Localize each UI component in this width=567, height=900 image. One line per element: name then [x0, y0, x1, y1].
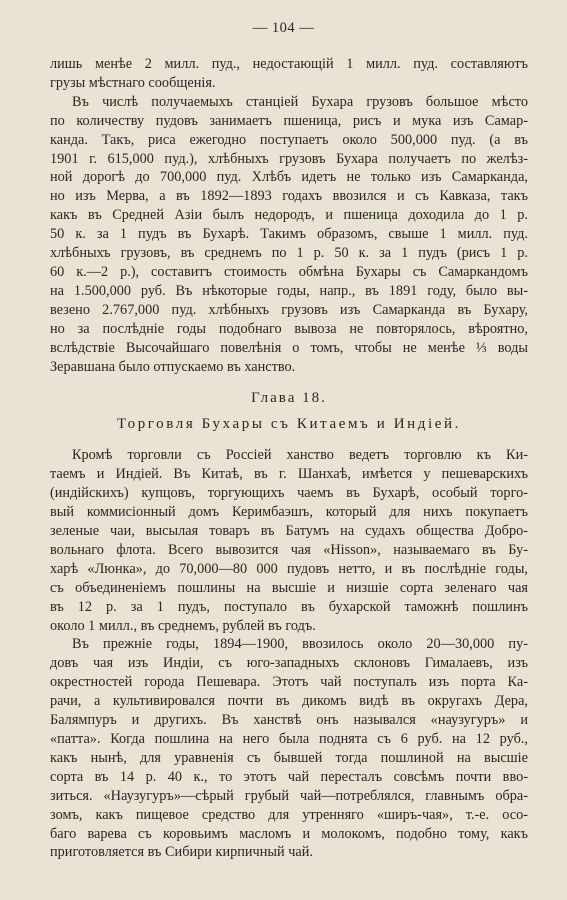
text-line: на 1.500,000 руб. Въ нѣкоторые годы, напр., въ 1891 году, было вы-	[50, 282, 528, 299]
chapter-heading: Глава 18.	[251, 390, 327, 407]
text-line: какъ въ Средней Азіи былъ недородъ, и пшеница доходила до 1 р.	[50, 207, 528, 224]
text-line: довъ чая изъ Индіи, съ юго-западныхъ склоновъ Гималаевъ, изъ	[50, 655, 528, 672]
chapter-title: Торговля Бухары съ Китаемъ и Индіей.	[116, 416, 462, 433]
page-number: — 104 —	[252, 20, 315, 36]
text-line: но за послѣдніе годы подобнаго вывоза не повторялось, вѣроятно,	[50, 320, 528, 337]
text-line: грузы мѣстнаго сообщенія.	[50, 74, 216, 91]
text-line: лишь менѣе 2 милл. пуд., недостающій 1 милл. пуд. составляютъ	[50, 56, 528, 72]
text-line: вслѣдствіе Высочайшаго повелѣнія о томъ, чтобы не менѣе ⅓ воды	[50, 339, 528, 356]
paragraph-2	[50, 93, 528, 377]
paragraph-1	[50, 55, 528, 93]
text-line: хлѣбныхъ грузовъ, въ среднемъ по 1 р. 50 к. за 1 пудъ (рисъ 1 р.	[50, 245, 528, 262]
text-line: 60 к.—2 р.), составитъ стоимость обмѣна Бухары съ Самаркандомъ	[50, 263, 528, 280]
text-line: таемъ и Индіей. Въ Китаѣ, въ г. Шанхаѣ, имѣется у пешеварскихъ	[50, 466, 528, 483]
text-line: окрестностей города Пешевара. Этотъ чай поступалъ изъ порта Ка-	[50, 674, 528, 691]
text-line: Въ числѣ получаемыхъ станціей Бухара грузовъ большое мѣсто	[72, 93, 528, 110]
text-line: Зеравшана было отпускаемо въ ханство.	[50, 358, 296, 375]
text-line: съ объединеніемъ пошлины на высшіе и низшіе сорта зеленаго чая	[50, 579, 528, 596]
text-line: сорта въ 14 р. 40 к., то этотъ чай пересталъ совсѣмъ почти вво-	[50, 768, 528, 785]
text-line: Кромѣ торговли съ Россіей ханство ведетъ торговлю къ Ки-	[72, 447, 528, 464]
text-line: ной дорогѣ до 700,000 пуд. Хлѣбъ идетъ не только изъ Самарканда,	[50, 169, 528, 186]
text-line: но изъ Мерва, а въ 1892—1893 годахъ ввозился и съ Кавказа, такъ	[50, 188, 528, 205]
text-line: везено 2.767,000 пуд. хлѣбныхъ грузовъ изъ Самарканда въ Бухару,	[50, 301, 528, 318]
text-line: зиться. «Наузугуръ»—сѣрый грубый чай—потреблялся, главнымъ обра-	[50, 787, 528, 804]
text-line: «патта». Когда пошлина на него была поднята съ 6 руб. на 12 руб.,	[50, 731, 528, 747]
text-line: (индійскихъ) купцовъ, торгующихъ чаемъ въ Бухарѣ, особый торго-	[50, 485, 528, 502]
paragraph-4	[50, 635, 528, 862]
text-line: Балямпуръ и другихъ. Въ ханствѣ онъ назывался «наузугуръ» и	[50, 712, 528, 729]
text-line: баго варева съ коровьимъ масломъ и молокомъ, подобно тому, какъ	[50, 825, 528, 842]
text-line: около 1 милл., въ среднемъ, рублей въ годъ.	[50, 617, 316, 634]
text-line: рачи, а культивировался почти въ дикомъ видѣ въ округахъ Дера,	[50, 693, 528, 710]
text-line: Въ прежніе годы, 1894—1900, ввозилось около 20—30,000 пу-	[72, 636, 528, 653]
text-line: по количеству пудовъ занимаетъ пшеница, рисъ и мука изъ Самар-	[50, 112, 528, 129]
text-line: приготовляется въ Сибири кирпичный чай.	[50, 844, 313, 861]
text-line: 1901 г. 615,000 пуд.), хлѣбныхъ грузовъ Бухара получаетъ по желѣз-	[50, 150, 528, 167]
text-line: 50 к. за 1 пудъ въ Бухарѣ. Такимъ образомъ, свыше 1 милл. пуд.	[50, 226, 528, 243]
text-line: зомъ, какъ пищевое средство для утренняго «ширъ-чая», т.-е. осо-	[50, 806, 528, 823]
text-line: какъ нынѣ, для уравненія съ бывшей тогда пошлиной на высшіе	[50, 749, 528, 766]
text-line: вольнаго флота. Всего вывозится чая «Hisson», называемаго въ Бу-	[50, 541, 528, 558]
paragraph-3	[50, 446, 528, 635]
text-line: харѣ «Люнка», до 70,000—80 000 пудовъ нетто, и въ послѣдніе годы,	[50, 560, 528, 577]
text-line: канда. Такъ, риса ежегодно поступаетъ около 500,000 пуд. (а въ	[50, 131, 528, 148]
text-line: зеленые чаи, высылая товаръ въ Батумъ на судахъ общества Добро-	[50, 523, 528, 540]
text-line: вый коммисіонный домъ Керимбаэшъ, который для нихъ покупаетъ	[50, 504, 528, 521]
text-line: въ 12 р. за 1 пудъ, поступало въ бухарской таможнѣ пошлинъ	[50, 598, 528, 615]
page-content	[50, 55, 528, 862]
